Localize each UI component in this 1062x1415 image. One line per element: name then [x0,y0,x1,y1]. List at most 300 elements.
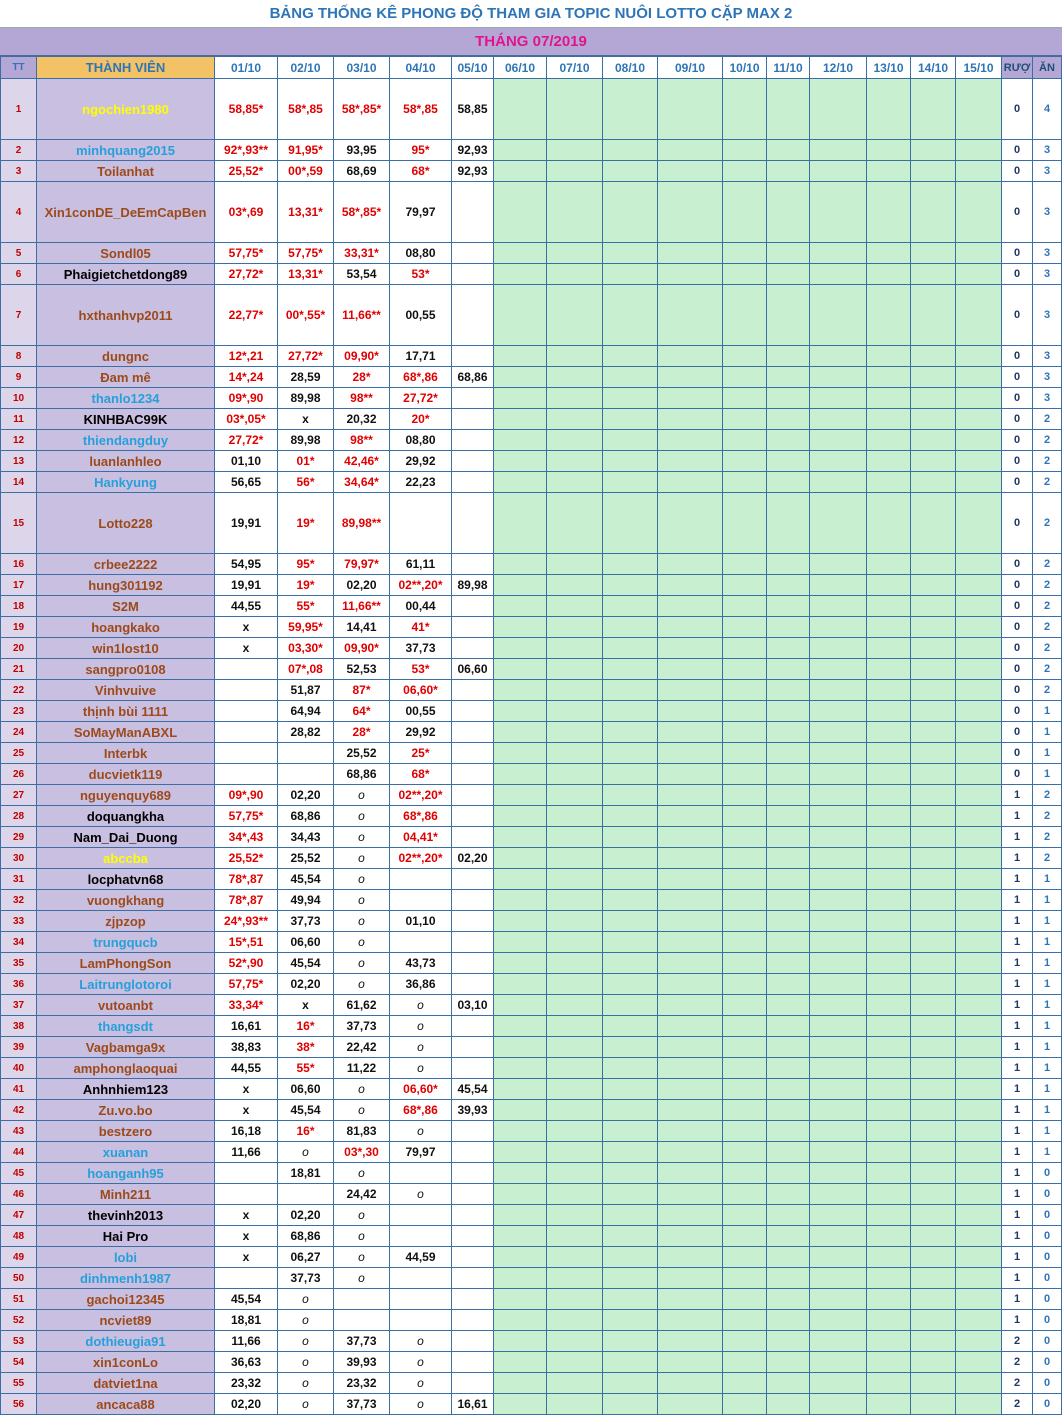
empty-day-cell[interactable] [494,243,547,264]
day-cell[interactable]: 00*,55* [278,285,334,346]
empty-day-cell[interactable] [911,596,956,617]
empty-day-cell[interactable] [547,1037,603,1058]
empty-day-cell[interactable] [956,264,1002,285]
empty-day-cell[interactable] [911,1247,956,1268]
day-cell[interactable] [452,1142,494,1163]
member-name[interactable]: hung301192 [37,575,215,596]
empty-day-cell[interactable] [810,430,867,451]
empty-day-cell[interactable] [911,285,956,346]
day-cell[interactable] [452,1037,494,1058]
empty-day-cell[interactable] [767,451,810,472]
day-cell[interactable]: 39,93 [334,1352,390,1373]
empty-day-cell[interactable] [658,1184,723,1205]
member-name[interactable]: lobi [37,1247,215,1268]
day-cell[interactable]: x [215,1079,278,1100]
empty-day-cell[interactable] [603,596,658,617]
empty-day-cell[interactable] [911,1184,956,1205]
empty-day-cell[interactable] [547,1226,603,1247]
day-cell[interactable]: 09,90* [334,346,390,367]
empty-day-cell[interactable] [658,1079,723,1100]
empty-day-cell[interactable] [767,1310,810,1331]
empty-day-cell[interactable] [723,638,767,659]
empty-day-cell[interactable] [723,680,767,701]
day-cell[interactable] [452,1226,494,1247]
empty-day-cell[interactable] [911,430,956,451]
empty-day-cell[interactable] [723,472,767,493]
day-cell[interactable]: 28,82 [278,722,334,743]
day-cell[interactable]: 16,18 [215,1121,278,1142]
day-cell[interactable]: 37,73 [390,638,452,659]
day-cell[interactable]: 93,95 [334,140,390,161]
empty-day-cell[interactable] [658,869,723,890]
empty-day-cell[interactable] [810,388,867,409]
empty-day-cell[interactable] [603,1079,658,1100]
day-cell[interactable]: o [390,1037,452,1058]
empty-day-cell[interactable] [547,1016,603,1037]
empty-day-cell[interactable] [956,575,1002,596]
empty-day-cell[interactable] [956,1268,1002,1289]
empty-day-cell[interactable] [603,848,658,869]
day-cell[interactable] [452,953,494,974]
empty-day-cell[interactable] [867,243,911,264]
empty-day-cell[interactable] [494,1226,547,1247]
day-cell[interactable]: 54,95 [215,554,278,575]
day-cell[interactable]: 17,71 [390,346,452,367]
empty-day-cell[interactable] [603,1037,658,1058]
empty-day-cell[interactable] [911,890,956,911]
day-cell[interactable] [452,1163,494,1184]
empty-day-cell[interactable] [911,493,956,554]
empty-day-cell[interactable] [911,869,956,890]
day-cell[interactable]: 25,52 [334,743,390,764]
empty-day-cell[interactable] [810,701,867,722]
empty-day-cell[interactable] [767,827,810,848]
day-cell[interactable]: 34,43 [278,827,334,848]
empty-day-cell[interactable] [658,638,723,659]
day-cell[interactable]: 16* [278,1016,334,1037]
empty-day-cell[interactable] [911,1058,956,1079]
empty-day-cell[interactable] [956,79,1002,140]
day-cell[interactable] [452,1352,494,1373]
day-cell[interactable] [215,659,278,680]
empty-day-cell[interactable] [547,1205,603,1226]
empty-day-cell[interactable] [810,596,867,617]
empty-day-cell[interactable] [956,1331,1002,1352]
empty-day-cell[interactable] [494,367,547,388]
column-header-date[interactable]: 05/10 [452,57,494,79]
column-header-date[interactable]: 04/10 [390,57,452,79]
day-cell[interactable]: 68* [390,161,452,182]
empty-day-cell[interactable] [547,911,603,932]
empty-day-cell[interactable] [867,182,911,243]
empty-day-cell[interactable] [810,493,867,554]
day-cell[interactable]: o [278,1352,334,1373]
empty-day-cell[interactable] [956,827,1002,848]
day-cell[interactable]: 08,80 [390,430,452,451]
empty-day-cell[interactable] [867,1289,911,1310]
empty-day-cell[interactable] [494,953,547,974]
day-cell[interactable]: 03*,05* [215,409,278,430]
day-cell[interactable]: 06,60 [278,1079,334,1100]
empty-day-cell[interactable] [658,575,723,596]
column-header-date[interactable]: 01/10 [215,57,278,79]
day-cell[interactable]: 37,73 [334,1394,390,1415]
empty-day-cell[interactable] [494,911,547,932]
empty-day-cell[interactable] [603,1205,658,1226]
empty-day-cell[interactable] [723,1394,767,1415]
empty-day-cell[interactable] [810,890,867,911]
empty-day-cell[interactable] [603,659,658,680]
day-cell[interactable]: 16,61 [215,1016,278,1037]
day-cell[interactable]: 64,94 [278,701,334,722]
empty-day-cell[interactable] [547,493,603,554]
member-name[interactable]: S2M [37,596,215,617]
day-cell[interactable]: 28,59 [278,367,334,388]
day-cell[interactable]: o [278,1331,334,1352]
day-cell[interactable]: 06,60* [390,680,452,701]
empty-day-cell[interactable] [658,806,723,827]
empty-day-cell[interactable] [767,1247,810,1268]
empty-day-cell[interactable] [603,932,658,953]
empty-day-cell[interactable] [867,1142,911,1163]
column-header-ruou[interactable]: RƯỢ [1002,57,1033,79]
empty-day-cell[interactable] [494,617,547,638]
empty-day-cell[interactable] [723,430,767,451]
empty-day-cell[interactable] [810,1268,867,1289]
member-name[interactable]: minhquang2015 [37,140,215,161]
empty-day-cell[interactable] [723,493,767,554]
empty-day-cell[interactable] [658,243,723,264]
empty-day-cell[interactable] [956,911,1002,932]
member-name[interactable]: Minh211 [37,1184,215,1205]
empty-day-cell[interactable] [810,1205,867,1226]
empty-day-cell[interactable] [603,638,658,659]
empty-day-cell[interactable] [658,848,723,869]
empty-day-cell[interactable] [767,388,810,409]
empty-day-cell[interactable] [911,1394,956,1415]
day-cell[interactable]: 28* [334,722,390,743]
empty-day-cell[interactable] [603,554,658,575]
empty-day-cell[interactable] [494,848,547,869]
day-cell[interactable]: 09,90* [334,638,390,659]
day-cell[interactable]: 87* [334,680,390,701]
empty-day-cell[interactable] [867,1268,911,1289]
empty-day-cell[interactable] [547,1121,603,1142]
day-cell[interactable]: 03,30* [278,638,334,659]
empty-day-cell[interactable] [867,554,911,575]
empty-day-cell[interactable] [956,974,1002,995]
day-cell[interactable]: 57,75* [215,974,278,995]
empty-day-cell[interactable] [867,140,911,161]
empty-day-cell[interactable] [547,1289,603,1310]
empty-day-cell[interactable] [658,430,723,451]
empty-day-cell[interactable] [767,659,810,680]
day-cell[interactable]: 07*,08 [278,659,334,680]
empty-day-cell[interactable] [494,1058,547,1079]
empty-day-cell[interactable] [494,1352,547,1373]
empty-day-cell[interactable] [867,890,911,911]
day-cell[interactable]: 19* [278,575,334,596]
day-cell[interactable]: x [278,995,334,1016]
empty-day-cell[interactable] [723,367,767,388]
empty-day-cell[interactable] [956,680,1002,701]
empty-day-cell[interactable] [723,575,767,596]
empty-day-cell[interactable] [911,911,956,932]
empty-day-cell[interactable] [767,806,810,827]
empty-day-cell[interactable] [810,1289,867,1310]
empty-day-cell[interactable] [867,1310,911,1331]
empty-day-cell[interactable] [494,264,547,285]
empty-day-cell[interactable] [494,1310,547,1331]
empty-day-cell[interactable] [494,785,547,806]
empty-day-cell[interactable] [603,1352,658,1373]
empty-day-cell[interactable] [867,388,911,409]
day-cell[interactable] [452,1310,494,1331]
empty-day-cell[interactable] [658,953,723,974]
empty-day-cell[interactable] [723,1226,767,1247]
empty-day-cell[interactable] [767,1016,810,1037]
column-header-member[interactable]: THÀNH VIÊN [37,57,215,79]
empty-day-cell[interactable] [494,701,547,722]
empty-day-cell[interactable] [810,1016,867,1037]
empty-day-cell[interactable] [547,953,603,974]
day-cell[interactable]: 42,46* [334,451,390,472]
day-cell[interactable]: 22,42 [334,1037,390,1058]
day-cell[interactable]: 22,77* [215,285,278,346]
empty-day-cell[interactable] [956,1163,1002,1184]
day-cell[interactable]: 89,98** [334,493,390,554]
empty-day-cell[interactable] [658,890,723,911]
empty-day-cell[interactable] [810,409,867,430]
empty-day-cell[interactable] [911,1331,956,1352]
day-cell[interactable]: o [390,995,452,1016]
empty-day-cell[interactable] [810,1100,867,1121]
day-cell[interactable] [452,346,494,367]
empty-day-cell[interactable] [956,1205,1002,1226]
empty-day-cell[interactable] [810,1163,867,1184]
day-cell[interactable]: o [334,1163,390,1184]
day-cell[interactable]: 89,98 [278,430,334,451]
empty-day-cell[interactable] [603,617,658,638]
column-header-date[interactable]: 12/10 [810,57,867,79]
empty-day-cell[interactable] [911,1268,956,1289]
member-name[interactable]: thangsdt [37,1016,215,1037]
empty-day-cell[interactable] [767,1268,810,1289]
empty-day-cell[interactable] [911,554,956,575]
day-cell[interactable]: o [334,806,390,827]
empty-day-cell[interactable] [767,596,810,617]
day-cell[interactable]: 25* [390,743,452,764]
empty-day-cell[interactable] [867,264,911,285]
day-cell[interactable]: 00,55 [390,285,452,346]
empty-day-cell[interactable] [603,722,658,743]
empty-day-cell[interactable] [767,1184,810,1205]
empty-day-cell[interactable] [867,827,911,848]
empty-day-cell[interactable] [810,182,867,243]
empty-day-cell[interactable] [658,367,723,388]
member-name[interactable]: gachoi12345 [37,1289,215,1310]
empty-day-cell[interactable] [658,161,723,182]
day-cell[interactable] [452,388,494,409]
day-cell[interactable]: 45,54 [452,1079,494,1100]
day-cell[interactable]: 02,20 [334,575,390,596]
empty-day-cell[interactable] [658,1289,723,1310]
empty-day-cell[interactable] [810,79,867,140]
day-cell[interactable]: 78*,87 [215,890,278,911]
empty-day-cell[interactable] [767,285,810,346]
empty-day-cell[interactable] [723,848,767,869]
day-cell[interactable]: 06,27 [278,1247,334,1268]
day-cell[interactable]: 57,75* [215,806,278,827]
day-cell[interactable] [390,869,452,890]
empty-day-cell[interactable] [723,932,767,953]
empty-day-cell[interactable] [956,659,1002,680]
empty-day-cell[interactable] [723,79,767,140]
empty-day-cell[interactable] [911,638,956,659]
day-cell[interactable]: x [215,1226,278,1247]
empty-day-cell[interactable] [956,346,1002,367]
empty-day-cell[interactable] [911,617,956,638]
empty-day-cell[interactable] [956,451,1002,472]
empty-day-cell[interactable] [956,1247,1002,1268]
empty-day-cell[interactable] [767,638,810,659]
empty-day-cell[interactable] [723,1058,767,1079]
empty-day-cell[interactable] [867,953,911,974]
member-name[interactable]: doquangkha [37,806,215,827]
empty-day-cell[interactable] [603,785,658,806]
empty-day-cell[interactable] [547,932,603,953]
day-cell[interactable]: 14,41 [334,617,390,638]
day-cell[interactable]: o [334,1268,390,1289]
empty-day-cell[interactable] [867,764,911,785]
column-header-date[interactable]: 02/10 [278,57,334,79]
day-cell[interactable] [452,1205,494,1226]
empty-day-cell[interactable] [810,827,867,848]
day-cell[interactable] [452,1247,494,1268]
empty-day-cell[interactable] [956,1310,1002,1331]
day-cell[interactable]: 01,10 [390,911,452,932]
day-cell[interactable]: 56,65 [215,472,278,493]
day-cell[interactable]: 02**,20* [390,848,452,869]
empty-day-cell[interactable] [723,869,767,890]
empty-day-cell[interactable] [547,451,603,472]
empty-day-cell[interactable] [603,79,658,140]
day-cell[interactable] [215,1268,278,1289]
empty-day-cell[interactable] [547,1331,603,1352]
empty-day-cell[interactable] [911,1016,956,1037]
member-name[interactable]: bestzero [37,1121,215,1142]
day-cell[interactable]: o [334,974,390,995]
empty-day-cell[interactable] [547,638,603,659]
day-cell[interactable] [452,974,494,995]
empty-day-cell[interactable] [494,1247,547,1268]
day-cell[interactable]: 53,54 [334,264,390,285]
day-cell[interactable]: 55* [278,596,334,617]
empty-day-cell[interactable] [723,911,767,932]
empty-day-cell[interactable] [911,575,956,596]
empty-day-cell[interactable] [956,932,1002,953]
empty-day-cell[interactable] [956,182,1002,243]
empty-day-cell[interactable] [810,722,867,743]
day-cell[interactable]: o [278,1310,334,1331]
empty-day-cell[interactable] [547,1184,603,1205]
empty-day-cell[interactable] [603,1331,658,1352]
empty-day-cell[interactable] [956,764,1002,785]
day-cell[interactable]: 09*,90 [215,785,278,806]
empty-day-cell[interactable] [956,1058,1002,1079]
empty-day-cell[interactable] [603,1310,658,1331]
day-cell[interactable] [278,1184,334,1205]
empty-day-cell[interactable] [658,911,723,932]
member-name[interactable]: zjpzop [37,911,215,932]
empty-day-cell[interactable] [658,1394,723,1415]
day-cell[interactable]: 45,54 [215,1289,278,1310]
day-cell[interactable]: 06,60* [390,1079,452,1100]
day-cell[interactable]: 58,85* [215,79,278,140]
day-cell[interactable]: o [278,1142,334,1163]
empty-day-cell[interactable] [658,617,723,638]
empty-day-cell[interactable] [911,764,956,785]
column-header-date[interactable]: 09/10 [658,57,723,79]
empty-day-cell[interactable] [956,1226,1002,1247]
empty-day-cell[interactable] [911,388,956,409]
empty-day-cell[interactable] [547,388,603,409]
day-cell[interactable]: 98** [334,388,390,409]
empty-day-cell[interactable] [767,785,810,806]
empty-day-cell[interactable] [658,1100,723,1121]
column-header-tt[interactable]: TT [1,57,37,79]
empty-day-cell[interactable] [810,1226,867,1247]
day-cell[interactable]: 29,92 [390,722,452,743]
empty-day-cell[interactable] [810,932,867,953]
day-cell[interactable]: o [334,911,390,932]
day-cell[interactable]: 79,97 [390,182,452,243]
empty-day-cell[interactable] [956,1121,1002,1142]
day-cell[interactable]: 68,69 [334,161,390,182]
empty-day-cell[interactable] [867,1226,911,1247]
empty-day-cell[interactable] [767,617,810,638]
empty-day-cell[interactable] [547,182,603,243]
empty-day-cell[interactable] [767,974,810,995]
empty-day-cell[interactable] [810,638,867,659]
day-cell[interactable] [452,890,494,911]
day-cell[interactable]: 14*,24 [215,367,278,388]
empty-day-cell[interactable] [867,1352,911,1373]
day-cell[interactable]: 53* [390,659,452,680]
empty-day-cell[interactable] [723,451,767,472]
member-name[interactable]: Hai Pro [37,1226,215,1247]
member-name[interactable]: Đam mê [37,367,215,388]
empty-day-cell[interactable] [810,1310,867,1331]
empty-day-cell[interactable] [867,493,911,554]
member-name[interactable]: KINHBAC99K [37,409,215,430]
empty-day-cell[interactable] [547,285,603,346]
day-cell[interactable]: 51,87 [278,680,334,701]
empty-day-cell[interactable] [767,1289,810,1310]
empty-day-cell[interactable] [956,430,1002,451]
empty-day-cell[interactable] [867,346,911,367]
empty-day-cell[interactable] [658,764,723,785]
column-header-date[interactable]: 13/10 [867,57,911,79]
day-cell[interactable] [390,932,452,953]
empty-day-cell[interactable] [867,1163,911,1184]
empty-day-cell[interactable] [767,1079,810,1100]
empty-day-cell[interactable] [658,1016,723,1037]
empty-day-cell[interactable] [810,346,867,367]
empty-day-cell[interactable] [911,451,956,472]
empty-day-cell[interactable] [723,827,767,848]
empty-day-cell[interactable] [810,264,867,285]
